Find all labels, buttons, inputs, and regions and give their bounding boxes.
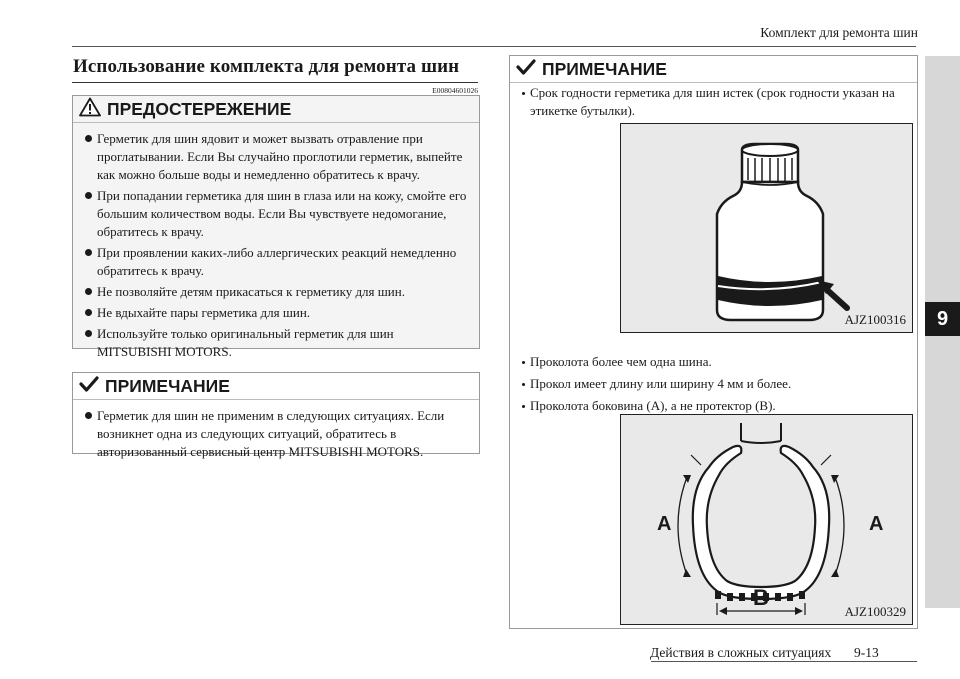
figure-code: AJZ100329 (844, 604, 906, 619)
section-title-rule (72, 82, 478, 83)
checkmark-icon (516, 58, 536, 81)
note-header (510, 56, 917, 82)
list-item: Срок годности герметика для шин истек (срок годности указан на этикетке бутылки). (510, 84, 911, 120)
tread-label: B (753, 585, 769, 610)
list-item: Герметик для шин ядовит и может вызвать отравление при проглатывании. Если Вы случайно проглотили герметик, выпейте как можно больше воды и немедленно обратитесь к врачу. (73, 130, 471, 184)
warning-label: ПРЕДОСТЕРЕЖЕНИЕ (107, 98, 292, 119)
tire-cross-section-figure (620, 414, 913, 625)
list-item: Используйте только оригинальный герметик для шин MITSUBISHI MOTORS. (73, 325, 471, 361)
list-item: Проколота более чем одна шина. (510, 353, 911, 371)
list-item: При проявлении каких-либо аллергических реакций немедленно обратитесь к врачу. (73, 244, 471, 280)
sidewall-label-right: A (869, 513, 884, 535)
footer-section: Действия в сложных ситуациях (650, 645, 832, 660)
list-item: Прокол имеет длину или ширину 4 мм и более. (510, 375, 911, 393)
list-item: Не вдыхайте пары герметика для шин. (73, 304, 471, 322)
note-label: ПРИМЕЧАНИЕ (542, 58, 667, 79)
list-item: Герметик для шин не применим в следующих ситуациях. Если возникнет одна из следующих ситуаций, обратитесь в авторизованный сервисный центр MITSUBISHI MOTORS. (73, 407, 471, 461)
note-list (73, 407, 471, 461)
list-item: При попадании герметика для шин в глаза или на кожу, смойте его большим количеством воды. Если Вы чувствуете недомогание, обратитесь к врачу. (73, 187, 471, 241)
footer-rule (651, 661, 917, 662)
chapter-number-tab[interactable]: 9 (925, 302, 960, 336)
section-title: Использование комплекта для ремонта шин (73, 56, 460, 77)
section-code: E00804601026 (432, 86, 478, 95)
checkmark-icon (79, 375, 99, 398)
warning-header (73, 96, 479, 122)
sidewall-label-left: A (657, 513, 672, 535)
warning-triangle-icon (79, 97, 101, 122)
warning-list (73, 130, 471, 361)
figure-code: AJZ100316 (844, 312, 906, 327)
sealant-bottle-figure (620, 123, 913, 333)
list-item: Проколота боковина (A), а не протектор (B). (510, 397, 911, 415)
running-header: Комплект для ремонта шин (760, 25, 918, 40)
list-item: Не позволяйте детям прикасаться к герметику для шин. (73, 283, 471, 301)
page-footer (650, 645, 879, 661)
note-box-left (72, 372, 480, 459)
note-box-right (509, 55, 918, 629)
note-list-top (510, 84, 911, 120)
note-list-mid (510, 353, 911, 415)
page-number: 9-13 (853, 645, 879, 660)
note-header (73, 373, 479, 399)
warning-box (72, 95, 480, 359)
note-label: ПРИМЕЧАНИЕ (105, 375, 230, 396)
sealant-bottle-illustration (621, 124, 912, 332)
header-rule (72, 46, 916, 47)
